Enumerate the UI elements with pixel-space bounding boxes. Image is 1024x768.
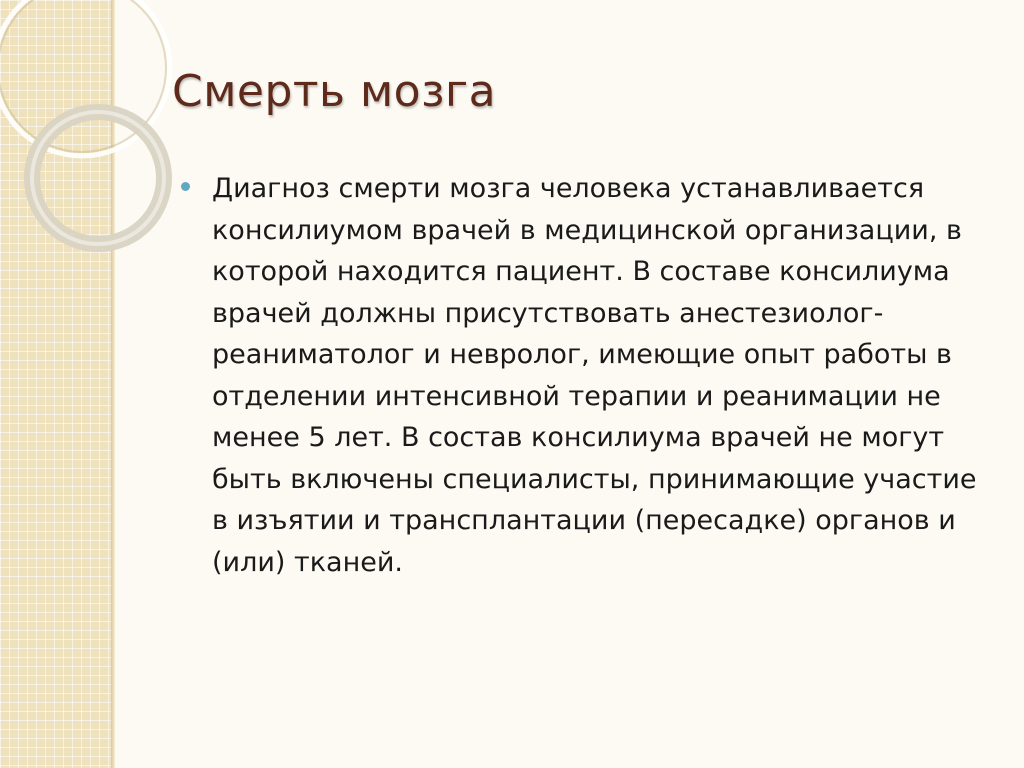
lower-ring-highlight [32, 112, 164, 244]
slide-content [181, 168, 981, 583]
bullet-dot-icon [181, 182, 190, 191]
bullet-text: Диагноз смерти мозга человека устанавливается консилиумом врачей в медицинской организации, в которой находится пациент. В составе консилиума врачей должны присутствовать анестезиолог-реаниматолог и невролог, имеющие опыт работы в отделении интенсивной терапии и реанимации не менее 5 лет. В состав консилиума врачей не могут быть включены специалисты, принимающие участие в изъятии и трансплантации (пересадке) органов и (или) тканей. [212, 173, 977, 578]
decorative-rings [0, 0, 200, 260]
bullet-item [181, 168, 981, 583]
slide-title: Смерть мозга [172, 66, 497, 117]
